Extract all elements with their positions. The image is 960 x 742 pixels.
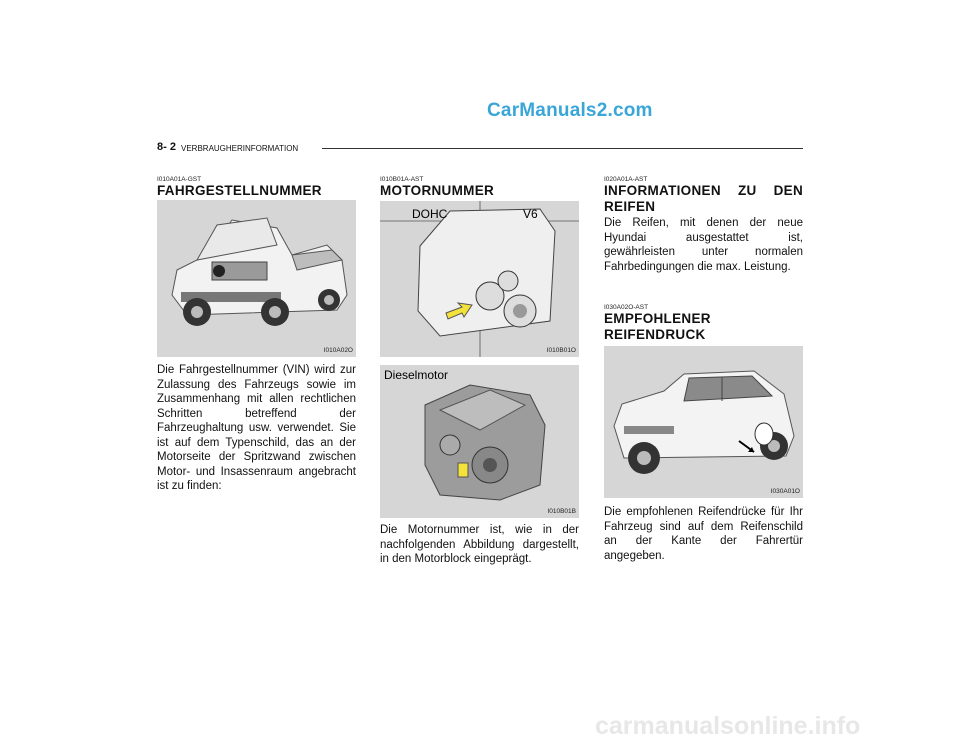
col1-code: I010A01A-GST [157,176,202,183]
col3-heading2: EMPFOHLENER REIFENDRUCK [604,311,711,342]
col3-body1: Die Reifen, mit denen der neue Hyundai ausgestattet ist, gewährleisten unter normalen Fahrbedingungen die max. Leistung. [604,217,803,273]
engine-label-v6: V6 [523,207,538,221]
watermark-top: CarManuals2.com [487,100,653,121]
engine-label-dohc: DOHC [412,207,448,221]
watermark-bottom: carmanualsonline.info [595,712,861,740]
header-rule [322,148,803,149]
car-open-hood-drawing [157,200,356,357]
engine-label-diesel: Dieselmotor [384,368,449,382]
tire-car-illustration [604,346,803,498]
col2-image2-code: I010B01B [547,508,576,515]
diesel-engine-illustration [380,365,579,518]
page-number: 8- 2 [157,141,176,153]
suv-side-drawing [604,346,803,498]
vin-car-illustration [157,200,356,357]
col3-body2: Die empfohlenen Reifendrücke für Ihr Fahrzeug sind auf dem Reifenschild an der Kante der Fahrertür angegeben. [604,506,803,562]
col3-code2: I030A02O-AST [604,304,649,311]
col3-image-code: I030A01O [770,488,800,495]
v6-engine-drawing [380,201,579,357]
col2-body: Die Motornummer ist, wie in der nachfolgenden Abbildung dargestellt, in den Motorblock eingeprägt. [380,524,579,565]
col2-code: I010B01A-AST [380,176,424,183]
col3-code1: I020A01A-AST [604,176,648,183]
col1-heading: FAHRGESTELLNUMMER [157,183,322,198]
col3-heading1: INFORMATIONEN ZU DEN REIFEN [604,183,803,214]
col1-image-code: I010A02O [323,347,353,354]
diesel-engine-drawing [380,365,579,518]
section-title: VERBRAUGHERINFORMATION [181,144,299,153]
col2-heading: MOTORNUMMER [380,183,495,198]
col2-image1-code: I010B01O [546,347,576,354]
engine-v6-illustration [380,201,579,357]
col1-body: Die Fahrgestellnummer (VIN) wird zur Zulassung des Fahrzeugs sowie im Zusammenhang mit allen rechtlichen Schritten betreffend der Fahrzeughaltung usw. verwendet. Sie ist auf dem Typenschild, das an der Motorseite der Spritzwand zwischen Motor- und Insassenraum angebracht ist zu finden: [157,364,356,492]
